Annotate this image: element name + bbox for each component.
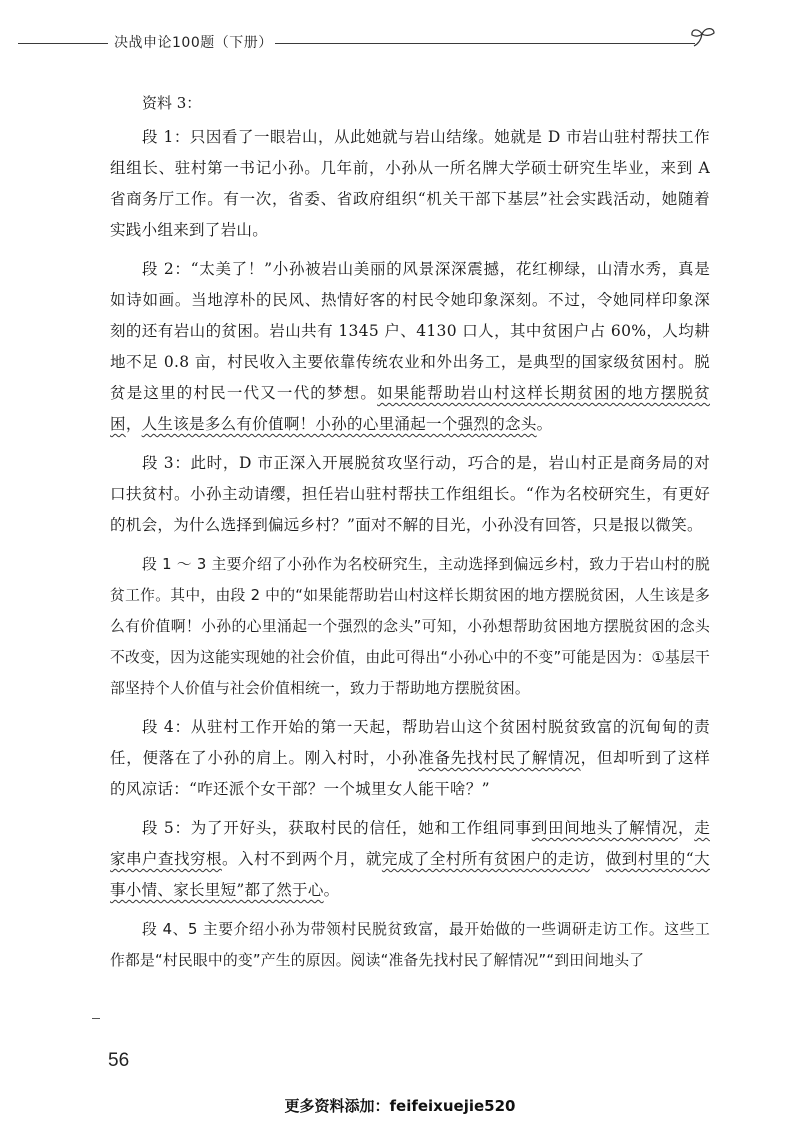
underlined-phrase: 到田间地头了解情况 (531, 819, 678, 837)
page-header (18, 30, 718, 54)
text-segment: 段 3：此时，D 市正深入开展脱贫攻坚行动，巧合的是，岩山村正是商务局的对口扶贫村。小孙主动请缨，担任岩山驻村帮扶工作组组长。“作为名校研究生，有更好的机会，为什么选择到偏远乡村？”面对不解的目光，小孙没有回答，只是报以微笑。 (110, 454, 710, 534)
paragraph-5 (110, 813, 710, 906)
paragraph-2 (110, 254, 710, 440)
paragraph-4 (110, 712, 710, 805)
text-segment: ， (125, 415, 142, 433)
text-segment: 段 4、5 主要介绍小孙为带领村民脱贫致富，最开始做的一些调研走访工作。这些工作都是“村民眼中的变”产生的原因。阅读“准备先找村民了解情况”“到田间地头了 (110, 921, 710, 969)
margin-dash (92, 1018, 100, 1019)
section-label: 资料 3： (142, 94, 202, 112)
text-segment: 。入村不到两个月，就 (221, 850, 382, 868)
sprout-icon (688, 24, 718, 50)
header-rule-left (18, 43, 108, 44)
text-segment: 。 (323, 881, 340, 899)
analysis-paragraph-1 (110, 549, 710, 704)
page-number: 56 (108, 1050, 130, 1071)
underlined-phrase: 准备先找村民了解情况 (418, 749, 581, 767)
text-segment: ， (589, 850, 606, 868)
text-segment: 段 1：只因看了一眼岩山，从此她就与岩山结缘。她就是 D 市岩山驻村帮扶工作组组长、驻村第一书记小孙。几年前，小孙从一所名牌大学硕士研究生毕业，来到 A 省商务厅工作。有一次，省委、省政府组织“机关干部下基层”社会实践活动，她随着实践小组来到了岩山。 (110, 128, 710, 239)
text-segment: 段 2：“太美了！”小孙被岩山美丽的风景深深震撼，花红柳绿，山清水秀，真是如诗如画。当地淳朴的民风、热情好客的村民令她印象深刻。不过，令她同样印象深刻的还有岩山的贫困。岩山共有 1345 户、4130 口人，其中贫困户占 60%，人均耕地不足 0.8 亩，村民收入主要依靠传统农业和外出务工，是典型的国家级贫困村。脱贫是这里的村民一代又一代的梦想。 (110, 260, 710, 402)
underlined-phrase: 人生该是多么有价值啊！小孙的心里涌起一个强烈的念头 (141, 415, 537, 433)
underlined-phrase: 走家串户查找穷根 (110, 819, 710, 868)
footer-note: 更多资料添加：feifeixuejie520 (284, 1097, 516, 1115)
text-segment: 段 4：从驻村工作开始的第一天起，帮助岩山这个贫困村脱贫致富的沉甸甸的责任，便落在了小孙的肩上。刚入村时，小孙 (110, 718, 710, 767)
text-segment: 段 5：为了开好头，获取村民的信任，她和工作组同事 (142, 819, 532, 837)
text-segment: 段 1 ～ 3 主要介绍了小孙作为名校研究生，主动选择到偏远乡村，致力于岩山村的脱贫工作。其中，由段 2 中的“如果能帮助岩山村这样长期贫困的地方摆脱贫困，人生该是多么有价值啊！小孙的心里涌起一个强烈的念头”可知，小孙想帮助贫困地方摆脱贫困的念头不改变，因为这能实现她的社会价值，由此可得出“小孙心中的不变”可能是因为：①基层干部坚持个人价值与社会价值相统一，致力于帮助地方摆脱贫困。 (110, 556, 710, 697)
analysis-paragraph-2 (110, 914, 710, 976)
paragraph-1 (110, 122, 710, 246)
paragraph-3 (110, 448, 710, 541)
text-segment: ， (677, 819, 695, 837)
page-body (110, 90, 710, 984)
underlined-phrase: 完成了全村所有贫困户的走访 (381, 850, 590, 868)
underlined-phrase: 如果能帮助岩山村这样长期贫困的地方摆脱贫困 (110, 384, 710, 433)
text-segment: 。 (536, 415, 553, 433)
text-segment: ，但却听到了这样的风凉话：“咋还派个女干部？一个城里女人能干啥？” (110, 749, 710, 798)
underlined-phrase: 做到村里的“大事小情、家长里短”都了然于心 (110, 850, 710, 899)
header-rule-right (275, 43, 695, 44)
book-title: 决战申论100题（下册） (114, 35, 273, 51)
